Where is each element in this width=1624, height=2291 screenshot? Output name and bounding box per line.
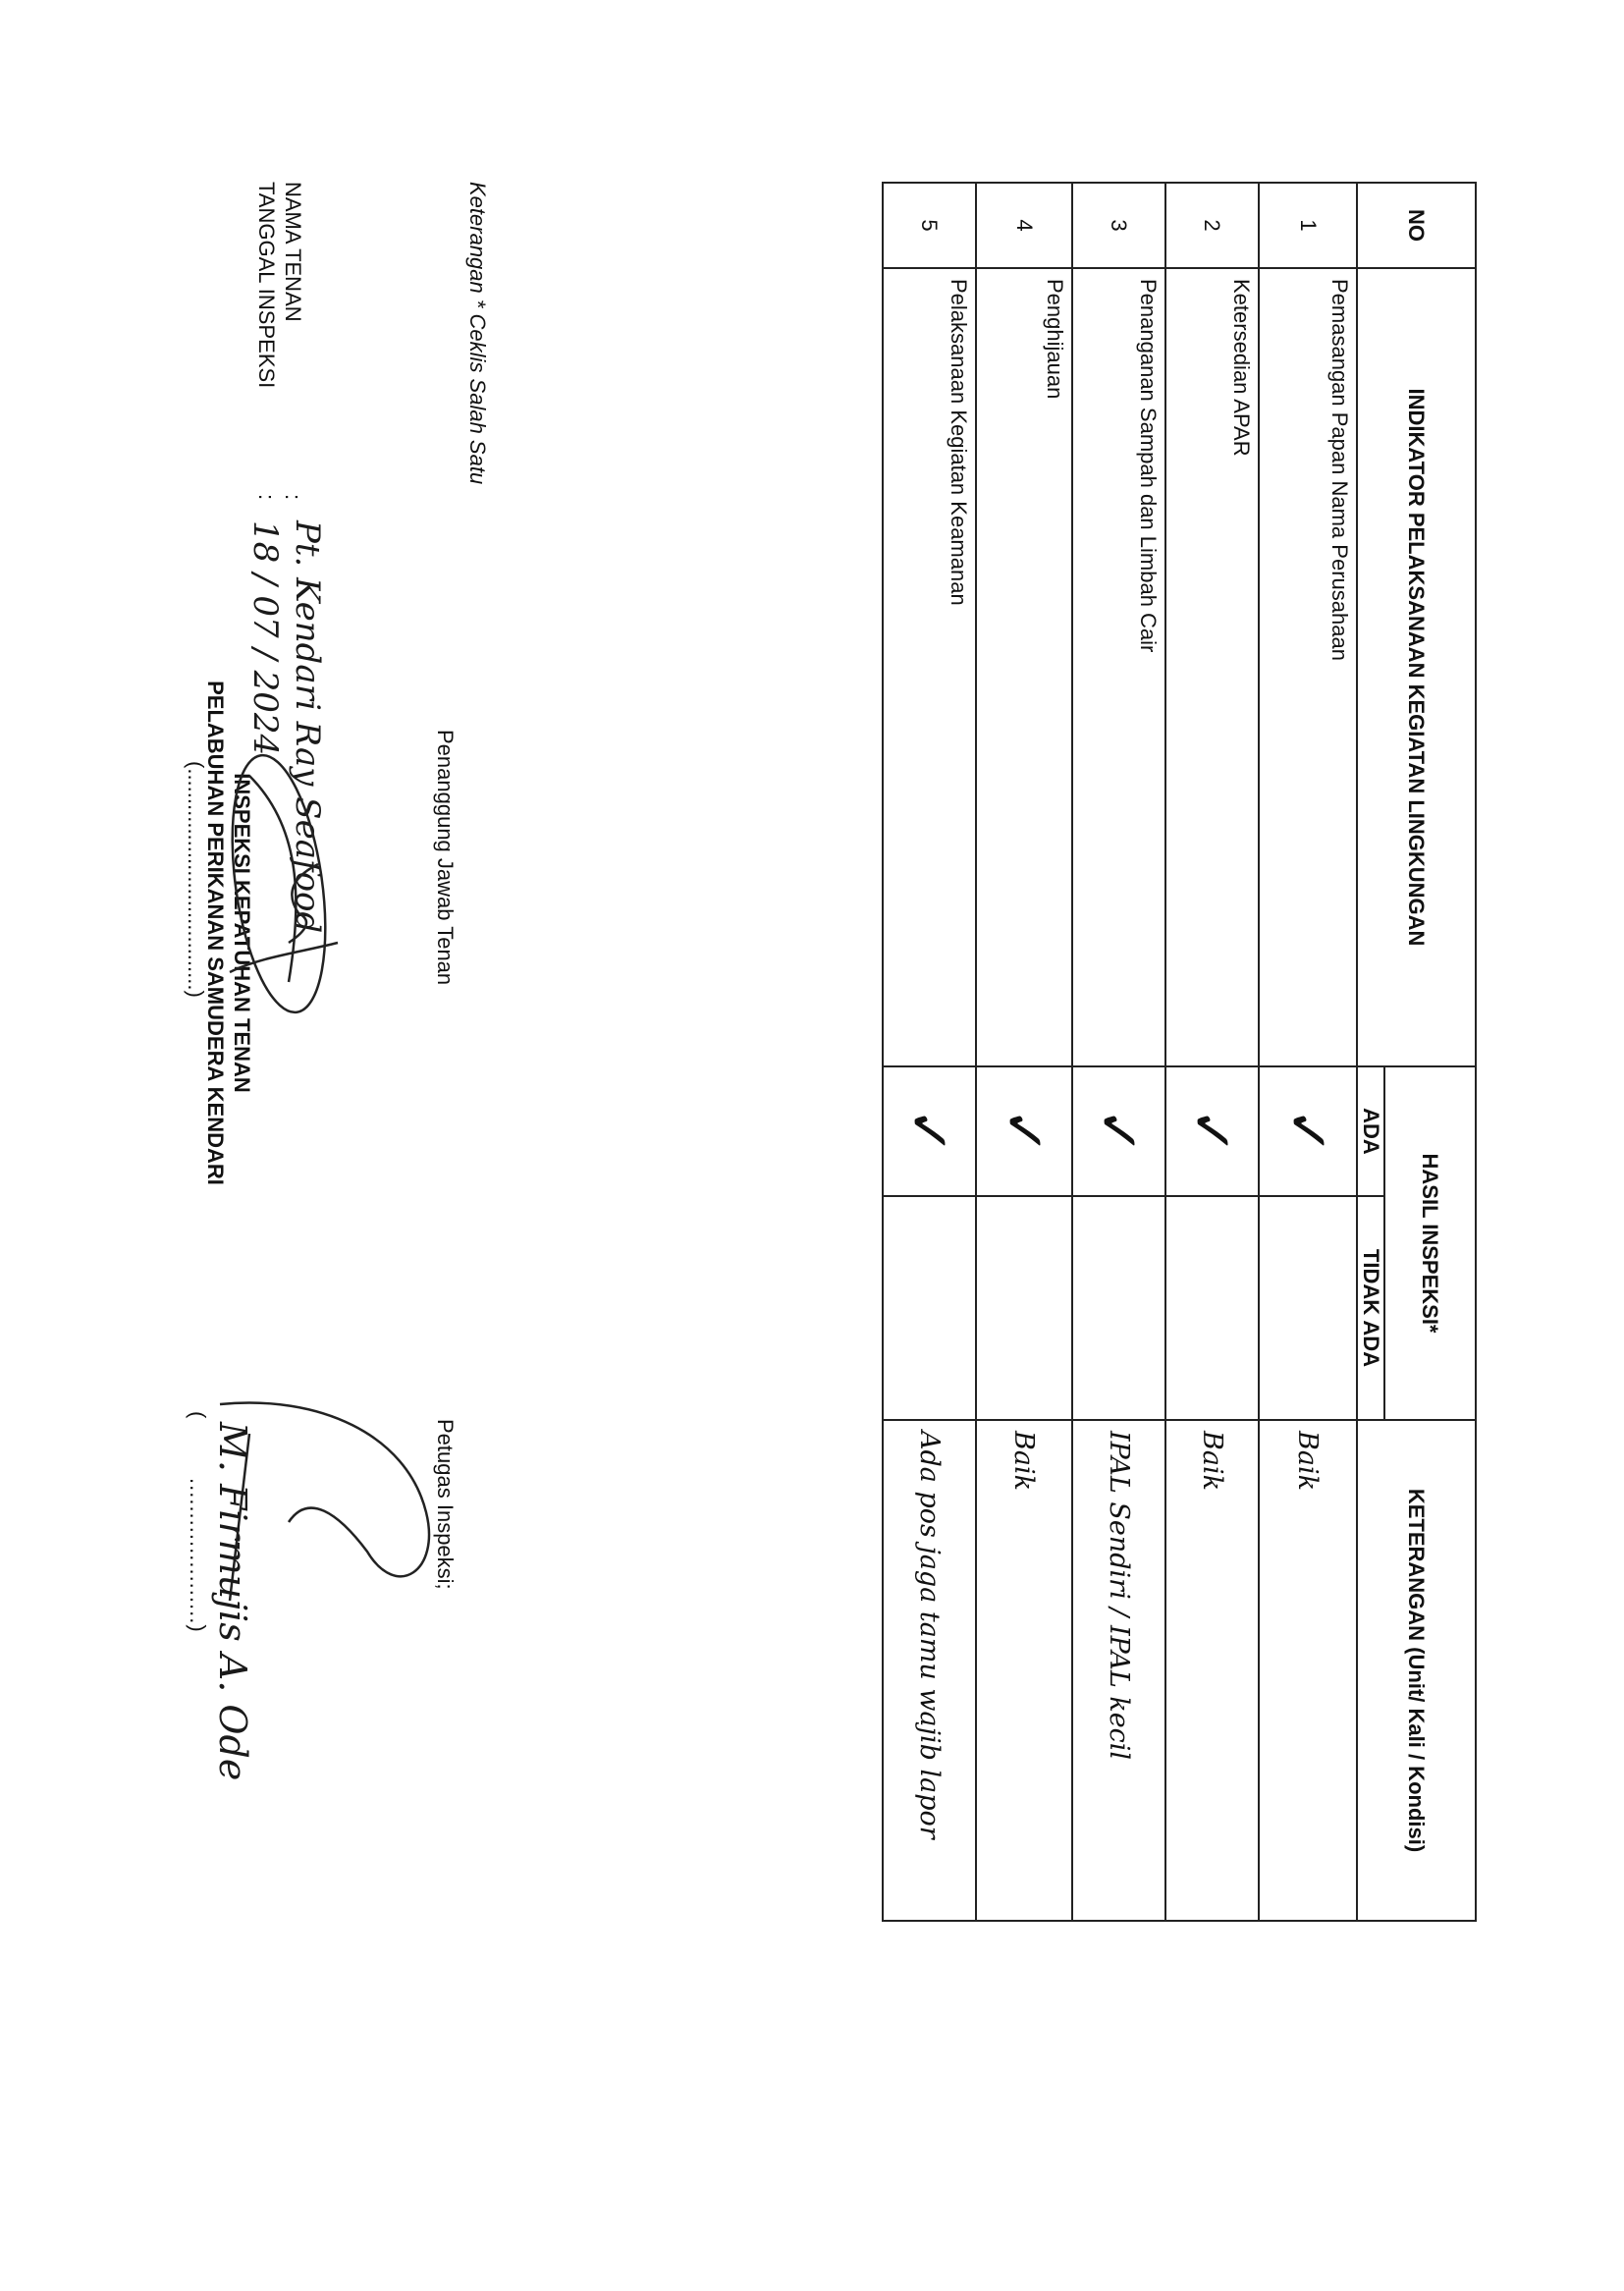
row-keterangan: Baik	[976, 1420, 1072, 1921]
row-indicator: Penanganan Sampah dan Limbah Cair	[1072, 268, 1165, 1066]
tenant-signatory-role: Penanggung Jawab Tenan	[433, 730, 458, 986]
inspection-date-value: 18 / 07 / 2024	[245, 520, 285, 756]
col-no-header: NO	[1357, 183, 1476, 268]
check-mark: ✓	[1165, 1066, 1259, 1196]
tenant-signature-icon	[210, 746, 357, 1041]
check-mark: ✓	[1259, 1066, 1357, 1196]
tenant-name-label: NAMA TENAN	[281, 182, 305, 322]
row-no: 2	[1165, 183, 1259, 268]
col-keterangan-header: KETERANGAN (Unit/ Kali / Kondisi)	[1357, 1420, 1476, 1921]
check-mark: ✓	[883, 1066, 976, 1196]
row-keterangan: Ada pos jaga tamu wajib lapor	[883, 1420, 976, 1921]
inspector-name: M. Firmujis A. Ode	[211, 1422, 254, 1781]
col-indicator-header: INDIKATOR PELAKSANAAN KEGIATAN LINGKUNGAN	[1357, 268, 1476, 1066]
footnote: Keterangan * Ceklis Salah Satu	[465, 182, 490, 485]
table-row	[1072, 183, 1165, 1921]
row-keterangan: Baik	[1165, 1420, 1259, 1921]
table-row	[1165, 183, 1259, 1921]
row-indicator: Penghijauan	[976, 268, 1072, 1066]
tidak-ada-cell	[976, 1196, 1072, 1420]
tenant-name-colon: :	[281, 494, 305, 501]
row-indicator: Pelaksanaan Kegiatan Keamanan	[883, 268, 976, 1066]
check-mark: ✓	[1072, 1066, 1165, 1196]
inspection-date-colon: :	[254, 494, 279, 501]
form-title: INSPEKSI KEPATUHAN TENAN	[230, 773, 254, 1093]
row-no: 1	[1259, 183, 1357, 268]
row-no: 3	[1072, 183, 1165, 268]
tidak-ada-cell	[1165, 1196, 1259, 1420]
row-indicator: Pemasangan Papan Nama Perusahaan	[1259, 268, 1357, 1066]
inspection-table	[882, 182, 1477, 1922]
form-subtitle: PELABUHAN PERIKANAN SAMUDERA KENDARI	[203, 681, 228, 1185]
inspector-paren-close: .....................)	[186, 1478, 210, 1633]
col-tidak-ada-header: TIDAK ADA	[1357, 1196, 1384, 1420]
row-no: 4	[976, 183, 1072, 268]
tidak-ada-cell	[883, 1196, 976, 1420]
inspection-date-label: TANGGAL INSPEKSI	[254, 182, 279, 389]
col-ada-header: ADA	[1357, 1066, 1384, 1196]
inspector-role: Petugas Inspeksi;	[433, 1419, 458, 1590]
col-result-header: HASIL INSPEKSI*	[1384, 1066, 1476, 1420]
table-row	[976, 183, 1072, 1921]
table-row	[883, 183, 976, 1921]
row-no: 5	[883, 183, 976, 268]
table-header-row	[1384, 183, 1476, 1921]
row-keterangan: Baik	[1259, 1420, 1357, 1921]
inspector-paren-open: (	[186, 1411, 210, 1419]
row-keterangan: IPAL Sendiri / IPAL kecil	[1072, 1420, 1165, 1921]
row-indicator: Ketersedian APAR	[1165, 268, 1259, 1066]
table-row	[1259, 183, 1357, 1921]
tidak-ada-cell	[1072, 1196, 1165, 1420]
tenant-name-value: Pt. Kendari Ray Seafood	[288, 520, 327, 934]
check-mark: ✓	[976, 1066, 1072, 1196]
tenant-signature-blank: (.....................................)	[184, 761, 208, 998]
tidak-ada-cell	[1259, 1196, 1357, 1420]
